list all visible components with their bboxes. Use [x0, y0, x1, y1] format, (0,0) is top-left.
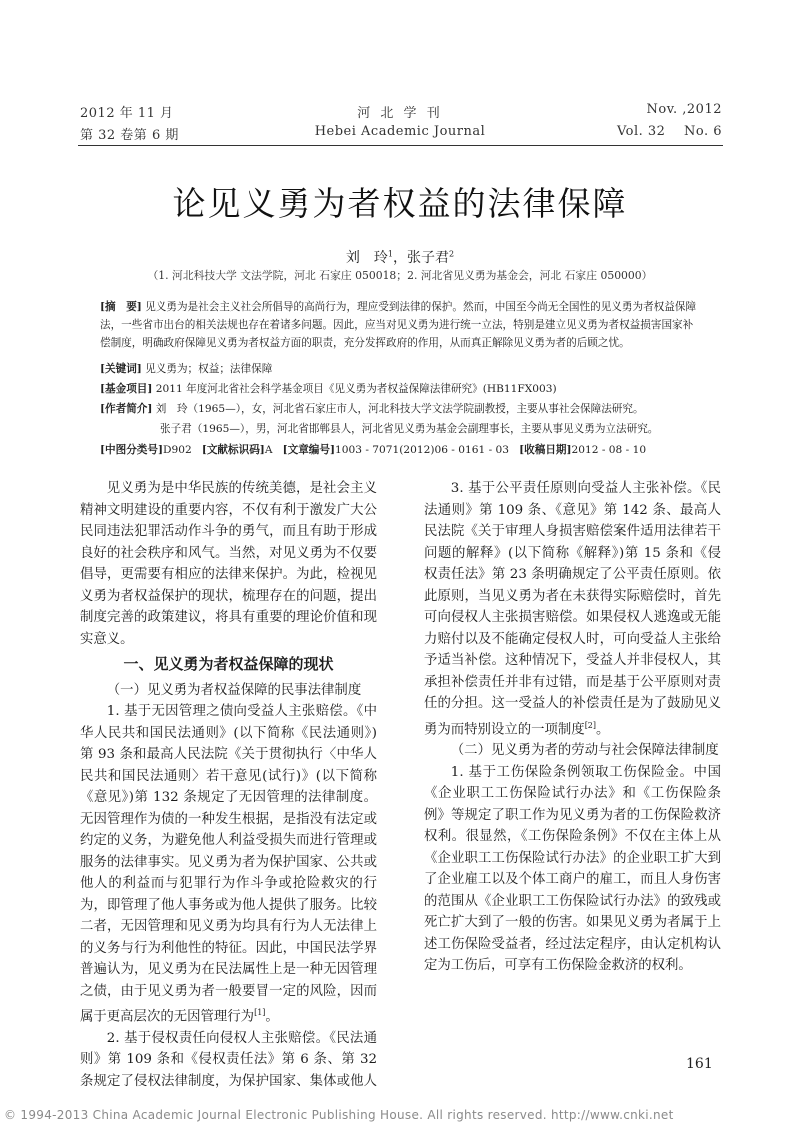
paragraph-2: 2. 基于侵权责任向侵权人主张赔偿。《民法通则》第 109 条和《侵权责任法》第 6 条、第 32 条规定了侵权法律制度，为保护国家、集体或他人	[80, 1030, 377, 1089]
keywords-line	[100, 360, 700, 378]
author-info-2: 张子君（1965—），男，河北省邯郸县人，河北省见义勇为基金会副理事长，主要从事见义勇为立法研究。	[160, 423, 659, 435]
paragraph-1-end: 。	[265, 1009, 279, 1025]
fund-text: 2011 年度河北省社会科学基金项目《见义勇为者权益保障法律研究》(HB11FX003)	[155, 383, 557, 395]
copyright-footer: © 1994-2013 China Academic Journal Electronic Publishing House. All rights reserved. http://www.cnki.net	[4, 1108, 674, 1122]
abstract-text: 见义勇为是社会主义社会所倡导的高尚行为，理应受到法律的保护。然而，中国至今尚无全国性的见义勇为者权益保障法，一些省市出台的相关法规也存在着诸多问题。因此，应当对见义勇为进行统一立法，特别是建立见义勇为者权益损害国家补偿制度，明确政府保障见义勇为者权益方面的职责，充分发挥政府的作用，从而真正解除见义勇为者的后顾之忧。	[100, 301, 697, 349]
author-info-tag: [作者简介]	[100, 403, 153, 415]
paragraph-4: 1. 基于工伤保险条例领取工伤保险金。中国《企业职工工伤保险试行办法》和《工伤保险条例》等规定了职工作为见义勇为者的工伤保险救济权利。很显然，《工伤保险条例》不仅在主体上从《企业职工工伤保险试行办法》的企业职工扩大到了企业雇工以及个体工商户的雇工，而且人身伤害的范围从《企业职工工伤保险试行办法》的致残或死亡扩大到了一般的伤害。如果见义勇为者属于上述工伤保险受益者，经过法定程序，由认定机构认定为工伤后，可享有工伤保险金救济的权利。	[424, 764, 721, 974]
author-info-1: 刘 玲（1965—），女，河北省石家庄市人，河北科技大学文法学院副教授，主要从事社会保障法研究。	[155, 403, 644, 415]
paragraph-1-text: 1. 基于无因管理之债向受益人主张赔偿。《中华人民共和国民法通则》(以下简称《民法通则》)第 93 条和最高人民法院《关于贯彻执行〈中华人民共和国民法通则〉若干意见(试行)》(以下简称《意见》)第 132 条规定了无因管理的法律制度。无因管理作为债的一种发生根据，是指没有法定或约定的义务，为避免他人利益受损失而进行管理或服务的法律事实。见义勇为者为保护国家、公共或他人的利益而与犯罪行为作斗争或抢险救灾的行为，即管理了他人事务或为他人提供了服务。比较二者，无因管理和见义勇为均具有行为人无法律上的义务与行为利他性的特征。因此，中国民法学界普遍认为，见义勇为在民法属性上是一种无因管理之债，由于见义勇为者一般要冒一定的风险，因而属于更高层次的无因管理行为	[80, 704, 377, 1025]
paragraph-3	[424, 478, 721, 740]
abstract-block	[100, 298, 700, 352]
header-volume-en: Vol. 32 No. 6	[616, 124, 722, 139]
clc-value: D902	[163, 444, 192, 456]
fund-line	[100, 380, 700, 398]
abstract-tag: [摘 要]	[100, 301, 142, 313]
author-sep: ，	[393, 250, 407, 266]
paragraph-1	[80, 701, 377, 1028]
intro-paragraph: 见义勇为是中华民族的传统美德，是社会主义精神文明建设的重要内容，不仅有利于激发广大公民同违法犯罪活动作斗争的勇气，而且有助于形成良好的社会秩序和风气。当然，对见义勇为不仅要倡导，更需要有相应的法律来保护。为此，检视见义勇为者权益保护的现状，梳理存在的问题，提出制度完善的政策建议，将具有重要的理论价值和现实意义。	[80, 481, 377, 647]
header-date-en: Nov. ,2012	[646, 102, 722, 117]
recv-tag: [收稿日期]	[519, 444, 572, 456]
doc-tag: [文献标识码]	[201, 444, 265, 456]
author-info-line-2	[160, 420, 720, 438]
paragraph-3-text: 3. 基于公平责任原则向受益人主张补偿。《民法通则》第 109 条、《意见》第 142 条、最高人民法院《关于审理人身损害赔偿案件适用法律若干问题的解释》(以下简称《解释》)第 15 条和《侵权责任法》第 23 条明确规定了公平责任原则。依此原则，当见义勇为者在未获得实际赔偿时，首先可向侵权人主张损害赔偿。如果侵权人逃逸或无能力赔付以及不能确定侵权人时，可向受益人主张给予适当补偿。这种情况下，受益人并非侵权人，其承担补偿责任并非有过错，而是基于公平原则对责任的分担。这一受益人的补偿责任是为了鼓励见义勇为而特别设立的一项制度	[424, 481, 721, 737]
paragraph-3-end: 。	[596, 721, 610, 737]
author-line	[0, 247, 800, 267]
article-value: 1003 - 7071(2012)06 - 0161 - 03	[335, 444, 510, 456]
affiliation: （1. 河北科技大学 文法学院，河北 石家庄 050018；2. 河北省见义勇为基金会，河北 石家庄 050000）	[147, 269, 653, 282]
clc-tag: [中图分类号]	[100, 444, 163, 456]
subsection-heading-2: （二）见义勇为者的劳动与社会保障法律制度	[450, 743, 719, 759]
classification-line	[100, 441, 700, 459]
body-left-column	[80, 478, 377, 1092]
author-2-mark: 2	[449, 249, 455, 259]
author-info-line	[100, 400, 700, 418]
body-right-column	[424, 478, 721, 977]
keywords-tag: [关键词]	[100, 363, 142, 375]
subsection-heading-1: （一）见义勇为者权益保障的民事法律制度	[106, 682, 362, 698]
author-1-mark: 1	[387, 249, 393, 259]
paper-title: 论见义勇为者权益的法律保障	[172, 184, 628, 223]
citation-1: [1]	[254, 1008, 266, 1017]
recv-value: 2012 - 08 - 10	[571, 444, 647, 456]
header-volume-cn: 第 32 卷第 6 期	[80, 128, 179, 143]
keywords-text: 见义勇为；权益；法律保障	[145, 363, 273, 375]
fund-tag: [基金项目]	[100, 383, 153, 395]
author-1: 刘 玲	[345, 250, 388, 266]
doc-value: A	[264, 444, 273, 456]
section-heading-1: 一、见义勇为者权益保障的现状	[123, 655, 334, 673]
citation-2: [2]	[584, 720, 597, 730]
article-tag: [文章编号]	[282, 444, 335, 456]
page-number: 161	[686, 1056, 713, 1072]
header-date-cn: 2012 年 11 月	[80, 106, 174, 121]
header-journal-cn: 河 北 学 刊	[357, 106, 443, 121]
header-rule	[78, 145, 723, 146]
author-2: 张子君	[407, 250, 449, 266]
header-journal-en: Hebei Academic Journal	[314, 124, 486, 139]
